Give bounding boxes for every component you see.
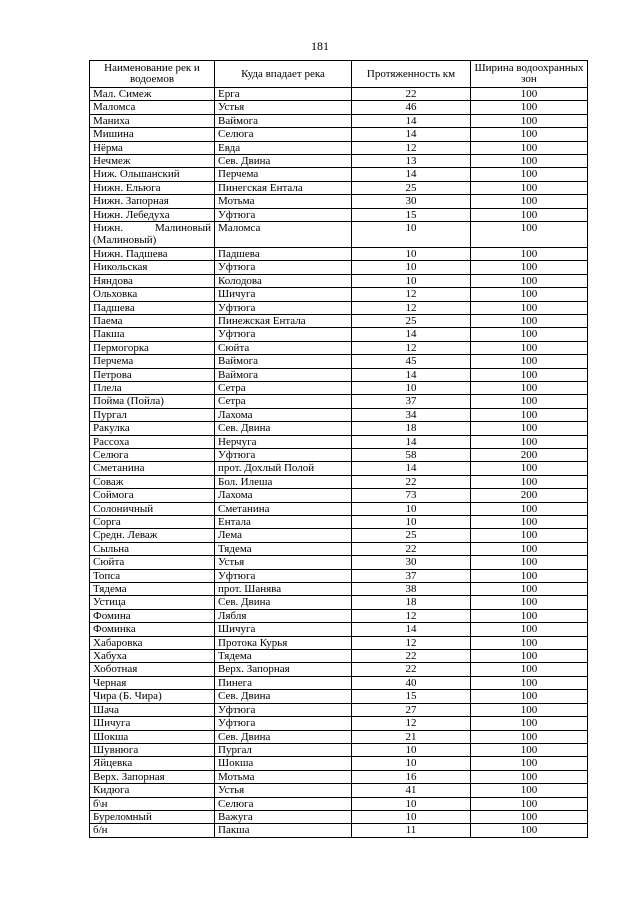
cell-zone-width: 100 [471, 703, 588, 716]
cell-zone-width: 100 [471, 757, 588, 770]
cell-zone-width: 100 [471, 569, 588, 582]
cell-river-name: Кидюга [90, 784, 215, 797]
cell-length-km: 15 [352, 690, 471, 703]
cell-flows-into: Пинегская Ентала [215, 181, 352, 194]
table-row [90, 770, 588, 783]
cell-zone-width: 100 [471, 824, 588, 837]
cell-zone-width: 100 [471, 784, 588, 797]
cell-flows-into: Лахома [215, 408, 352, 421]
page-number: 181 [311, 39, 329, 53]
table-row [90, 542, 588, 555]
cell-river-name: Ольховка [90, 288, 215, 301]
cell-flows-into: Уфтюга [215, 569, 352, 582]
table-body [90, 88, 588, 838]
cell-zone-width: 100 [471, 435, 588, 448]
cell-length-km: 10 [352, 261, 471, 274]
cell-zone-width: 100 [471, 743, 588, 756]
cell-river-name: Сметанина [90, 462, 215, 475]
cell-length-km: 14 [352, 168, 471, 181]
cell-flows-into: Лябля [215, 609, 352, 622]
cell-length-km: 45 [352, 355, 471, 368]
cell-length-km: 10 [352, 797, 471, 810]
cell-flows-into: Сметанина [215, 502, 352, 515]
cell-zone-width: 200 [471, 448, 588, 461]
cell-zone-width: 100 [471, 288, 588, 301]
cell-river-name: Сюйта [90, 556, 215, 569]
cell-zone-width: 100 [471, 222, 588, 248]
cell-length-km: 12 [352, 717, 471, 730]
table-row [90, 341, 588, 354]
cell-zone-width: 100 [471, 408, 588, 421]
cell-zone-width: 100 [471, 328, 588, 341]
cell-length-km: 40 [352, 676, 471, 689]
cell-flows-into: Сев. Двина [215, 690, 352, 703]
table-row [90, 663, 588, 676]
cell-river-name: Хабаровка [90, 636, 215, 649]
cell-river-name: Нижн. Падшева [90, 247, 215, 260]
cell-flows-into: Уфтюга [215, 208, 352, 221]
cell-length-km: 10 [352, 757, 471, 770]
table-row [90, 797, 588, 810]
cell-zone-width: 100 [471, 341, 588, 354]
cell-length-km: 11 [352, 824, 471, 837]
table-row [90, 489, 588, 502]
cell-flows-into: Ваймога [215, 368, 352, 381]
cell-zone-width: 100 [471, 516, 588, 529]
table-row [90, 676, 588, 689]
table-row [90, 355, 588, 368]
cell-river-name: Нечмеж [90, 155, 215, 168]
table-row [90, 650, 588, 663]
cell-zone-width: 100 [471, 770, 588, 783]
cell-length-km: 14 [352, 328, 471, 341]
cell-river-name: Топса [90, 569, 215, 582]
cell-flows-into: Шичуга [215, 288, 352, 301]
cell-zone-width: 100 [471, 650, 588, 663]
cell-river-name: Никольская [90, 261, 215, 274]
cell-flows-into: Пинега [215, 676, 352, 689]
cell-flows-into: прот. Дохлый Полой [215, 462, 352, 475]
cell-river-name: Нижн. Ельюга [90, 181, 215, 194]
cell-zone-width: 100 [471, 462, 588, 475]
cell-zone-width: 100 [471, 810, 588, 823]
cell-length-km: 30 [352, 195, 471, 208]
cell-river-name: б\н [90, 797, 215, 810]
cell-length-km: 37 [352, 569, 471, 582]
table-row [90, 408, 588, 421]
table-row [90, 368, 588, 381]
table-row [90, 609, 588, 622]
cell-zone-width: 100 [471, 101, 588, 114]
cell-length-km: 13 [352, 155, 471, 168]
table-row [90, 435, 588, 448]
table-row [90, 810, 588, 823]
cell-flows-into: Сев. Двина [215, 730, 352, 743]
cell-river-name: Хабуха [90, 650, 215, 663]
table-row [90, 757, 588, 770]
cell-length-km: 12 [352, 609, 471, 622]
cell-zone-width: 100 [471, 301, 588, 314]
cell-length-km: 22 [352, 663, 471, 676]
cell-flows-into: Уфтюга [215, 301, 352, 314]
cell-zone-width: 100 [471, 208, 588, 221]
table-row [90, 195, 588, 208]
table-row [90, 462, 588, 475]
cell-zone-width: 100 [471, 155, 588, 168]
cell-zone-width: 100 [471, 261, 588, 274]
cell-length-km: 18 [352, 422, 471, 435]
cell-flows-into: Уфтюга [215, 261, 352, 274]
cell-zone-width: 100 [471, 141, 588, 154]
cell-river-name: Буреломный [90, 810, 215, 823]
cell-river-name: Няндова [90, 274, 215, 287]
table-row [90, 301, 588, 314]
cell-river-name: Ниж. Ольшанский [90, 168, 215, 181]
cell-length-km: 14 [352, 368, 471, 381]
cell-river-name: Мишина [90, 128, 215, 141]
cell-zone-width: 100 [471, 690, 588, 703]
cell-flows-into: Сев. Двина [215, 155, 352, 168]
cell-length-km: 25 [352, 529, 471, 542]
cell-length-km: 10 [352, 381, 471, 394]
cell-length-km: 10 [352, 247, 471, 260]
table-row [90, 422, 588, 435]
cell-length-km: 34 [352, 408, 471, 421]
cell-length-km: 16 [352, 770, 471, 783]
cell-length-km: 46 [352, 101, 471, 114]
cell-river-name: Нёрма [90, 141, 215, 154]
cell-river-name: Селюга [90, 448, 215, 461]
table-row [90, 448, 588, 461]
cell-flows-into: Сюйта [215, 341, 352, 354]
cell-flows-into: Сетра [215, 395, 352, 408]
cell-length-km: 14 [352, 462, 471, 475]
cell-length-km: 58 [352, 448, 471, 461]
table-row [90, 222, 588, 248]
cell-zone-width: 100 [471, 529, 588, 542]
cell-river-name: Пермогорка [90, 341, 215, 354]
cell-zone-width: 100 [471, 247, 588, 260]
cell-flows-into: Селюга [215, 128, 352, 141]
cell-river-name: Сорга [90, 516, 215, 529]
cell-length-km: 41 [352, 784, 471, 797]
cell-length-km: 27 [352, 703, 471, 716]
cell-zone-width: 100 [471, 663, 588, 676]
cell-length-km: 12 [352, 141, 471, 154]
cell-flows-into: Верх. Запорная [215, 663, 352, 676]
table-row [90, 690, 588, 703]
cell-river-name: Пургал [90, 408, 215, 421]
cell-length-km: 22 [352, 475, 471, 488]
cell-zone-width: 100 [471, 717, 588, 730]
cell-flows-into: Лахома [215, 489, 352, 502]
cell-river-name: Хоботная [90, 663, 215, 676]
cell-river-name: Соймога [90, 489, 215, 502]
table-row [90, 128, 588, 141]
cell-length-km: 12 [352, 288, 471, 301]
cell-zone-width: 100 [471, 623, 588, 636]
cell-flows-into: Устья [215, 101, 352, 114]
table-row [90, 114, 588, 127]
cell-river-name: Нижн. Запорная [90, 195, 215, 208]
table-row [90, 556, 588, 569]
table-row [90, 168, 588, 181]
cell-river-name: Маниха [90, 114, 215, 127]
cell-zone-width: 100 [471, 542, 588, 555]
cell-length-km: 10 [352, 743, 471, 756]
cell-flows-into: Пинежская Ентала [215, 314, 352, 327]
cell-length-km: 14 [352, 623, 471, 636]
cell-river-name: Шача [90, 703, 215, 716]
table-row [90, 328, 588, 341]
table-row [90, 824, 588, 837]
table-row [90, 88, 588, 101]
cell-length-km: 38 [352, 583, 471, 596]
cell-zone-width: 100 [471, 381, 588, 394]
cell-river-name: Верх. Запорная [90, 770, 215, 783]
cell-flows-into: Падшева [215, 247, 352, 260]
cell-river-name: Чира (Б. Чира) [90, 690, 215, 703]
cell-river-name: Ракулка [90, 422, 215, 435]
cell-length-km: 30 [352, 556, 471, 569]
cell-length-km: 12 [352, 341, 471, 354]
cell-river-name: Устица [90, 596, 215, 609]
cell-flows-into: Устья [215, 556, 352, 569]
table-row [90, 274, 588, 287]
table-row [90, 141, 588, 154]
cell-flows-into: Мотьма [215, 195, 352, 208]
table-row [90, 208, 588, 221]
cell-river-name: Средн. Леваж [90, 529, 215, 542]
cell-zone-width: 100 [471, 502, 588, 515]
cell-river-name: Шувнюга [90, 743, 215, 756]
cell-length-km: 22 [352, 542, 471, 555]
header-river-name: Наименование рек и водоемов [90, 61, 215, 88]
rivers-table [89, 60, 588, 838]
cell-flows-into: Евда [215, 141, 352, 154]
cell-flows-into: Сев. Двина [215, 596, 352, 609]
cell-flows-into: Тядема [215, 542, 352, 555]
cell-flows-into: Устья [215, 784, 352, 797]
table-row [90, 583, 588, 596]
cell-length-km: 10 [352, 810, 471, 823]
cell-river-name: Яйцевка [90, 757, 215, 770]
cell-length-km: 14 [352, 435, 471, 448]
table-row [90, 516, 588, 529]
cell-length-km: 25 [352, 181, 471, 194]
table-row [90, 596, 588, 609]
cell-zone-width: 200 [471, 489, 588, 502]
cell-flows-into: Шокша [215, 757, 352, 770]
cell-flows-into: Лема [215, 529, 352, 542]
cell-length-km: 18 [352, 596, 471, 609]
table-row [90, 717, 588, 730]
cell-zone-width: 100 [471, 596, 588, 609]
cell-length-km: 21 [352, 730, 471, 743]
table-row [90, 529, 588, 542]
cell-length-km: 25 [352, 314, 471, 327]
cell-zone-width: 100 [471, 355, 588, 368]
cell-length-km: 14 [352, 114, 471, 127]
table-row [90, 502, 588, 515]
table-row [90, 703, 588, 716]
cell-flows-into: Бол. Илеша [215, 475, 352, 488]
cell-zone-width: 100 [471, 475, 588, 488]
header-length-km: Протяженность км [352, 61, 471, 88]
cell-river-name: Солоничный [90, 502, 215, 515]
cell-river-name: Петрова [90, 368, 215, 381]
cell-zone-width: 100 [471, 609, 588, 622]
cell-river-name: Шокша [90, 730, 215, 743]
cell-flows-into: Шичуга [215, 623, 352, 636]
header-row [90, 61, 588, 88]
table-row [90, 181, 588, 194]
cell-flows-into: Важуга [215, 810, 352, 823]
table-row [90, 247, 588, 260]
cell-zone-width: 100 [471, 797, 588, 810]
cell-flows-into: Ентала [215, 516, 352, 529]
cell-flows-into: Ваймога [215, 114, 352, 127]
cell-flows-into: Нерчуга [215, 435, 352, 448]
cell-flows-into: Сетра [215, 381, 352, 394]
cell-zone-width: 100 [471, 168, 588, 181]
cell-flows-into: Уфтюга [215, 448, 352, 461]
cell-length-km: 73 [352, 489, 471, 502]
cell-river-name: Пойма (Пойла) [90, 395, 215, 408]
cell-zone-width: 100 [471, 556, 588, 569]
table-row [90, 381, 588, 394]
table-row [90, 623, 588, 636]
cell-river-name: Шичуга [90, 717, 215, 730]
cell-river-name: Фомина [90, 609, 215, 622]
cell-zone-width: 100 [471, 128, 588, 141]
table-row [90, 730, 588, 743]
table-header [90, 61, 588, 88]
cell-flows-into: Селюга [215, 797, 352, 810]
cell-length-km: 22 [352, 650, 471, 663]
cell-flows-into: Ваймога [215, 355, 352, 368]
cell-flows-into: прот. Шанява [215, 583, 352, 596]
cell-flows-into: Тядема [215, 650, 352, 663]
cell-length-km: 10 [352, 516, 471, 529]
cell-zone-width: 100 [471, 368, 588, 381]
cell-zone-width: 100 [471, 395, 588, 408]
cell-length-km: 14 [352, 128, 471, 141]
table-row [90, 101, 588, 114]
cell-zone-width: 100 [471, 181, 588, 194]
cell-zone-width: 100 [471, 314, 588, 327]
cell-river-name: б/н [90, 824, 215, 837]
cell-river-name: Пакша [90, 328, 215, 341]
cell-flows-into: Уфтюга [215, 328, 352, 341]
cell-flows-into: Перчема [215, 168, 352, 181]
cell-length-km: 15 [352, 208, 471, 221]
cell-river-name: Тядема [90, 583, 215, 596]
cell-zone-width: 100 [471, 676, 588, 689]
cell-zone-width: 100 [471, 195, 588, 208]
table-row [90, 743, 588, 756]
cell-river-name: Падшева [90, 301, 215, 314]
cell-length-km: 10 [352, 502, 471, 515]
cell-zone-width: 100 [471, 422, 588, 435]
cell-zone-width: 100 [471, 730, 588, 743]
cell-zone-width: 100 [471, 274, 588, 287]
cell-flows-into: Мотьма [215, 770, 352, 783]
cell-river-name: Маломса [90, 101, 215, 114]
cell-river-name: Фоминка [90, 623, 215, 636]
cell-length-km: 37 [352, 395, 471, 408]
table-row [90, 636, 588, 649]
cell-river-name: Сыльна [90, 542, 215, 555]
cell-river-name: Нижн. Лебедуха [90, 208, 215, 221]
cell-river-name: Перчема [90, 355, 215, 368]
cell-flows-into: Пургал [215, 743, 352, 756]
table-row [90, 314, 588, 327]
cell-flows-into: Уфтюга [215, 703, 352, 716]
cell-length-km: 10 [352, 222, 471, 248]
cell-river-name: Соваж [90, 475, 215, 488]
cell-flows-into: Ерга [215, 88, 352, 101]
table-row [90, 569, 588, 582]
cell-zone-width: 100 [471, 583, 588, 596]
cell-flows-into: Протока Курья [215, 636, 352, 649]
cell-zone-width: 100 [471, 88, 588, 101]
cell-river-name: Черная [90, 676, 215, 689]
cell-river-name: Нижн. Малиновый (Малиновый) [90, 222, 215, 248]
cell-river-name: Паема [90, 314, 215, 327]
table-row [90, 395, 588, 408]
cell-river-name: Рассоха [90, 435, 215, 448]
cell-length-km: 22 [352, 88, 471, 101]
cell-flows-into: Сев. Двина [215, 422, 352, 435]
cell-flows-into: Колодова [215, 274, 352, 287]
cell-flows-into: Уфтюга [215, 717, 352, 730]
cell-zone-width: 100 [471, 636, 588, 649]
table-row [90, 475, 588, 488]
table-row [90, 784, 588, 797]
cell-zone-width: 100 [471, 114, 588, 127]
cell-length-km: 12 [352, 636, 471, 649]
table-row [90, 288, 588, 301]
cell-river-name: Плела [90, 381, 215, 394]
cell-flows-into: Пакша [215, 824, 352, 837]
table-row [90, 155, 588, 168]
cell-length-km: 10 [352, 274, 471, 287]
cell-length-km: 12 [352, 301, 471, 314]
header-flows-into: Куда впадает река [215, 61, 352, 88]
cell-river-name: Мал. Симеж [90, 88, 215, 101]
cell-flows-into: Маломса [215, 222, 352, 248]
table-row [90, 261, 588, 274]
header-protection-zone-width: Ширина водоохранных зон [471, 61, 588, 88]
